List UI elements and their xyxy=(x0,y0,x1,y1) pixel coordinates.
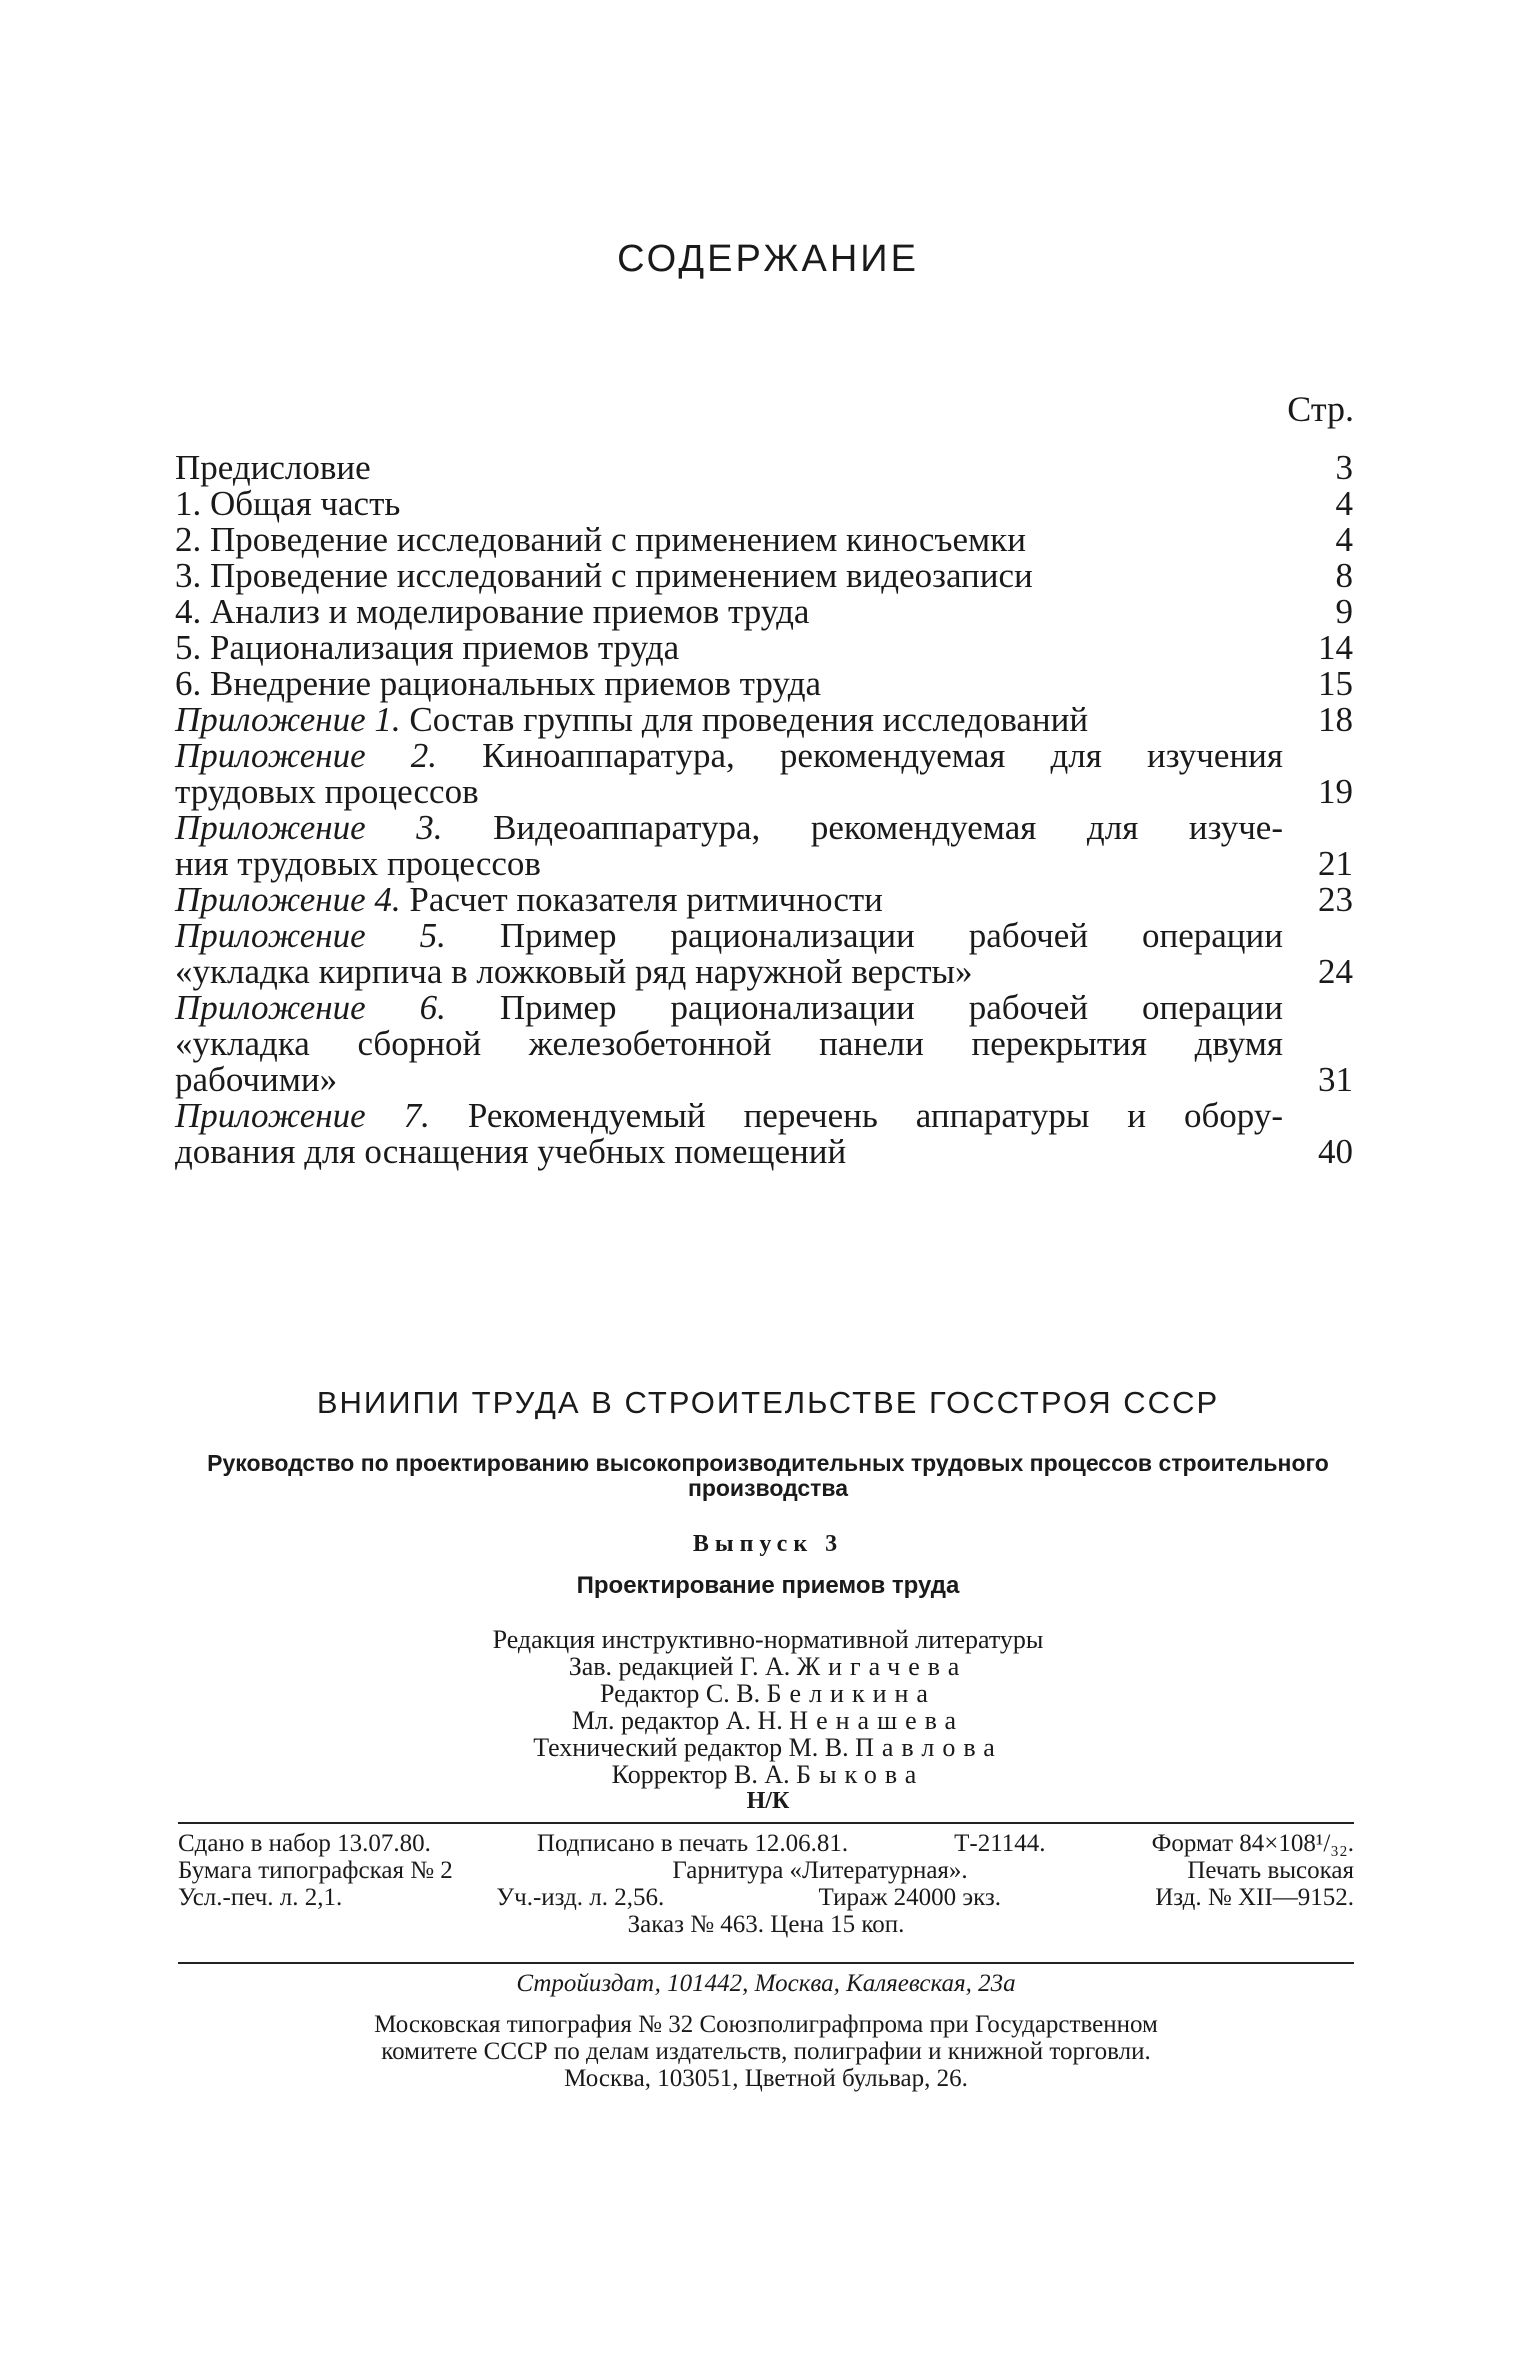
credit-role: Редакция инструктивно-нормативной литературы xyxy=(492,1625,1044,1654)
imprint-typeface: Гарнитура «Литературная». xyxy=(672,1857,968,1884)
toc-entry xyxy=(175,522,1353,558)
credit-name: Павлова xyxy=(855,1733,1003,1762)
toc-entry xyxy=(175,882,1353,918)
divider xyxy=(178,1822,1354,1824)
toc-line-text: ния трудовых процессов xyxy=(175,844,541,883)
toc-entry-title xyxy=(175,450,1283,486)
toc-entry xyxy=(175,954,1353,990)
toc-line-text: 1. Общая часть xyxy=(175,484,401,523)
toc-entry-title xyxy=(175,1062,1283,1098)
guide-title: Руководство по проектированию высокопроизводительных трудовых процессов строительного производства xyxy=(207,1450,1329,1501)
imprint xyxy=(178,1830,1354,1938)
toc-entry-title xyxy=(175,1098,1283,1134)
credit-role: Зав. редакцией Г. А. xyxy=(568,1652,797,1681)
credit-line xyxy=(0,1653,1536,1680)
toc-line-text: Рекомендуемый перечень аппаратуры и обору- xyxy=(467,1096,1284,1135)
toc-entry xyxy=(175,774,1353,810)
toc-appendix-label: Приложение 4. xyxy=(175,880,401,919)
credit-line xyxy=(0,1734,1536,1761)
toc-page-number: 15 xyxy=(1318,664,1353,703)
toc-entry xyxy=(175,1026,1353,1062)
toc-entry-title xyxy=(175,558,1283,594)
toc-line-text: Пример рационализации рабочей операции xyxy=(499,988,1284,1027)
imprint-t-number: Т-21144. xyxy=(954,1830,1046,1857)
toc-appendix-label: Приложение 7. xyxy=(175,1096,430,1135)
toc-line-text: 5. Рационализация приемов труда xyxy=(175,628,680,667)
imprint-paper: Бумага типографская № 2 xyxy=(178,1857,453,1884)
printer-line: комитете СССР по делам издательств, полиграфии и книжной торговли. xyxy=(381,2038,1151,2065)
toc-appendix-label: Приложение 5. xyxy=(175,916,446,955)
imprint-printing: Печать высокая xyxy=(1187,1857,1354,1884)
toc-page-number: 19 xyxy=(1318,772,1353,811)
toc-entry-title xyxy=(175,738,1283,774)
imprint-print-run: Тираж 24000 экз. xyxy=(818,1884,1002,1911)
toc-entry-title xyxy=(175,630,1283,666)
toc-entry xyxy=(175,630,1353,666)
organization: ВНИИПИ ТРУДА В СТРОИТЕЛЬСТВЕ ГОССТРОЯ СССР xyxy=(316,1385,1220,1420)
imprint-print-sheets: Усл.-печ. л. 2,1. xyxy=(178,1884,343,1911)
toc-entry-title xyxy=(175,846,1283,882)
toc-appendix-label: Приложение 6. xyxy=(175,988,446,1027)
toc-entry xyxy=(175,594,1353,630)
toc-entry xyxy=(175,1098,1353,1134)
credits xyxy=(0,1626,1536,1788)
toc-entry-title xyxy=(175,774,1283,810)
page-title: СОДЕРЖАНИЕ xyxy=(617,238,919,280)
credit-role: Корректор В. А. xyxy=(611,1760,797,1789)
publisher-block xyxy=(178,1970,1354,2092)
imprint-sent: Сдано в набор 13.07.80. xyxy=(178,1830,431,1857)
printer-line: Москва, 103051, Цветной бульвар, 26. xyxy=(564,2065,968,2092)
toc-entry xyxy=(175,918,1353,954)
toc-entry-title xyxy=(175,666,1283,702)
issue-number: Выпуск 3 xyxy=(692,1531,844,1557)
toc-page-number: 4 xyxy=(1335,484,1353,523)
toc-entry xyxy=(175,486,1353,522)
toc-line-text: 2. Проведение исследований с применением киносъемки xyxy=(175,520,1026,559)
toc-line-text: рабочими» xyxy=(175,1060,338,1099)
toc-line-text: 6. Внедрение рациональных приемов труда xyxy=(175,664,822,703)
credit-line xyxy=(0,1680,1536,1707)
toc-page-number: 40 xyxy=(1318,1132,1353,1171)
toc-entry xyxy=(175,450,1353,486)
toc-entry xyxy=(175,1134,1353,1170)
toc-page-number: 24 xyxy=(1318,952,1353,991)
toc-entry-title xyxy=(175,594,1283,630)
toc-entry-title xyxy=(175,918,1283,954)
page-column-label: Стр. xyxy=(1287,389,1354,429)
credit-line xyxy=(0,1707,1536,1734)
toc-appendix-label: Приложение 3. xyxy=(175,808,443,847)
toc-page-number: 4 xyxy=(1335,520,1353,559)
imprint-order: Заказ № 463. Цена 15 коп. xyxy=(627,1911,905,1938)
toc-page-number: 8 xyxy=(1335,556,1353,595)
toc-entry-title xyxy=(175,522,1283,558)
toc-entry-title xyxy=(175,486,1283,522)
toc-entry-title xyxy=(175,1026,1283,1062)
toc-line-text: Киноаппаратура, рекомендуемая для изучения xyxy=(482,736,1284,775)
toc-line-text: Пример рационализации рабочей операции xyxy=(499,916,1284,955)
toc-line-text: «укладка кирпича в ложковый ряд наружной версты» xyxy=(175,952,973,991)
toc-page-number: 31 xyxy=(1318,1060,1353,1099)
credit-name: Ненашева xyxy=(789,1706,965,1735)
issue-title: Проектирование приемов труда xyxy=(576,1572,960,1599)
toc-entry-title xyxy=(175,1134,1283,1170)
toc-entry xyxy=(175,810,1353,846)
toc-entry xyxy=(175,738,1353,774)
credit-name: Беликина xyxy=(766,1679,936,1708)
toc-line-text: 3. Проведение исследований с применением видеозаписи xyxy=(175,556,1033,595)
colophon xyxy=(0,1385,1536,1815)
toc-line-text: Видеоаппаратура, рекомендуемая для изуче- xyxy=(493,808,1283,847)
publisher-name: Стройиздат, 101442, Москва, Каляевская, 23а xyxy=(516,1970,1016,1997)
toc-page-number: 23 xyxy=(1318,880,1353,919)
divider xyxy=(178,1962,1354,1964)
toc-page-number: 9 xyxy=(1335,592,1353,631)
imprint-signed: Подписано в печать 12.06.81. xyxy=(536,1830,849,1857)
toc-entry xyxy=(175,666,1353,702)
toc-entry xyxy=(175,990,1353,1026)
imprint-edition-number: Изд. № XII—9152. xyxy=(1155,1884,1354,1911)
imprint-pub-sheets: Уч.-изд. л. 2,56. xyxy=(496,1884,665,1911)
toc-page-number: 14 xyxy=(1318,628,1353,667)
toc-entry-title xyxy=(175,702,1283,738)
imprint-format: Формат 84×108¹/₃₂. xyxy=(1151,1830,1354,1857)
toc-entry xyxy=(175,702,1353,738)
credit-role: Технический редактор М. В. xyxy=(533,1733,856,1762)
toc-line-text: дования для оснащения учебных помещений xyxy=(175,1132,847,1171)
printer-line: Московская типография № 32 Союзполиграфпрома при Государственном xyxy=(374,2011,1158,2038)
toc-page-number: 3 xyxy=(1335,448,1353,487)
toc-appendix-label: Приложение 1. xyxy=(175,700,401,739)
toc-entry xyxy=(175,558,1353,594)
toc-line-text: Расчет показателя ритмичности xyxy=(409,880,883,919)
toc-entry-title xyxy=(175,882,1283,918)
nk-mark: Н/К xyxy=(746,1788,790,1814)
toc-entry xyxy=(175,846,1353,882)
toc-entry-title xyxy=(175,810,1283,846)
toc-entry-title xyxy=(175,990,1283,1026)
toc-line-text: Состав группы для проведения исследований xyxy=(409,700,1089,739)
credit-name: Быкова xyxy=(796,1760,925,1789)
toc-entry xyxy=(175,1062,1353,1098)
credit-line xyxy=(0,1626,1536,1653)
credit-name: Жигачева xyxy=(796,1652,968,1681)
toc-line-text: «укладка сборной железобетонной панели перекрытия двумя xyxy=(175,1024,1283,1063)
credit-role: Редактор С. В. xyxy=(600,1679,767,1708)
toc-appendix-label: Приложение 2. xyxy=(175,736,438,775)
toc-page-number: 18 xyxy=(1318,700,1353,739)
toc-entry-title xyxy=(175,954,1283,990)
toc-line-text: 4. Анализ и моделирование приемов труда xyxy=(175,592,810,631)
credit-role: Мл. редактор А. Н. xyxy=(571,1706,790,1735)
toc-line-text: Предисловие xyxy=(175,448,371,487)
toc-page-number: 21 xyxy=(1318,844,1353,883)
table-of-contents xyxy=(175,450,1353,1170)
credit-line xyxy=(0,1761,1536,1788)
toc-line-text: трудовых процессов xyxy=(175,772,479,811)
